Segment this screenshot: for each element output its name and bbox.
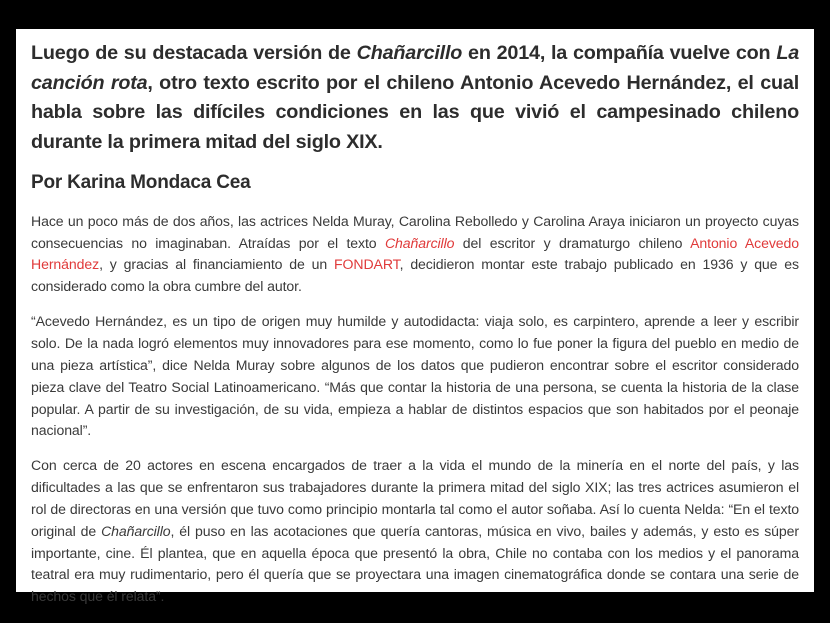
paragraph-1-text-b: del escritor y dramaturgo chileno [454, 234, 691, 251]
paragraph-1-text-c: , y gracias al financiamiento de un [99, 256, 334, 273]
paragraph-1-text-d: , decidieron montar este trabajo publicado en 1936 y que es considerado como la obra cumbre del autor. [31, 256, 799, 295]
lead-title-chanarcillo: Chañarcillo [356, 42, 463, 64]
author-link[interactable]: Antonio Acevedo Hernández [31, 234, 799, 273]
paragraph-3 [31, 455, 799, 608]
fondart-link[interactable]: FONDART [334, 256, 400, 273]
article-lead [31, 39, 799, 158]
paragraph-3-title: Chañarcillo [101, 522, 171, 539]
paragraph-3-text-a: Con cerca de 20 actores en escena encargados de traer a la vida el mundo de la minería en el norte del país, y las dificultades a las que se enfrentaron sus trabajadores durante la primera mitad del siglo XIX; las tres actrices asumieron el rol de directoras en una versión que tuvo como principio montarla tal como el autor soñaba. Así lo cuenta Nelda: “En el texto original de [31, 457, 799, 539]
article-page [16, 29, 814, 605]
article-byline: Por Karina Mondaca Cea [31, 171, 251, 193]
paragraph-1-text-a: Hace un poco más de dos años, las actrices Nelda Muray, Carolina Rebolledo y Carolina Araya iniciaron un proyecto cuyas consecuencias no imaginaban. Atraídas por el texto [31, 212, 799, 251]
paragraph-1 [31, 211, 799, 298]
lead-title-cancion-rota: La canción rota [31, 42, 800, 94]
lead-text-3: , otro texto escrito por el chileno Antonio Acevedo Hernández, el cual habla sobre las difíciles condiciones en las que vivió el campesinado chileno durante la primera mitad del siglo XIX. [31, 71, 799, 154]
paragraph-3-text-b: , él puso en las acotaciones que quería cantoras, música en vivo, bailes y además, y esto es súper importante, cine. Él plantea, que en aquella época que presentó la obra, Chile no contaba con los medios y el panorama teatral era muy rudimentario, pero él quería que se proyectara una imagen cinematográfica donde se contara una serie de hechos que él relata”. [31, 522, 799, 605]
chanarcillo-link[interactable]: Chañarcillo [384, 234, 455, 251]
paragraph-2: “Acevedo Hernández, es un tipo de origen muy humilde y autodidacta: viaja solo, es carpintero, aprende a leer y escribir solo. De la nada logró elementos muy innovadores para ese momento, como lo fue poner la figura del pueblo en medio de una pieza artística”, dice Nelda Muray sobre algunos de los datos que pudieron encontrar sobre el escritor considerado pieza clave del Teatro Social Latinoamericano. “Más que contar la historia de una persona, se cuenta la historia de la clase popular. A partir de su investigación, de su vida, empieza a hablar de distintos espacios que son habitados por el peonaje nacional”. [31, 313, 799, 439]
lead-text-2: en 2014, la compañía vuelve con [462, 42, 777, 64]
lead-text-1: Luego de su destacada versión de [31, 42, 357, 64]
